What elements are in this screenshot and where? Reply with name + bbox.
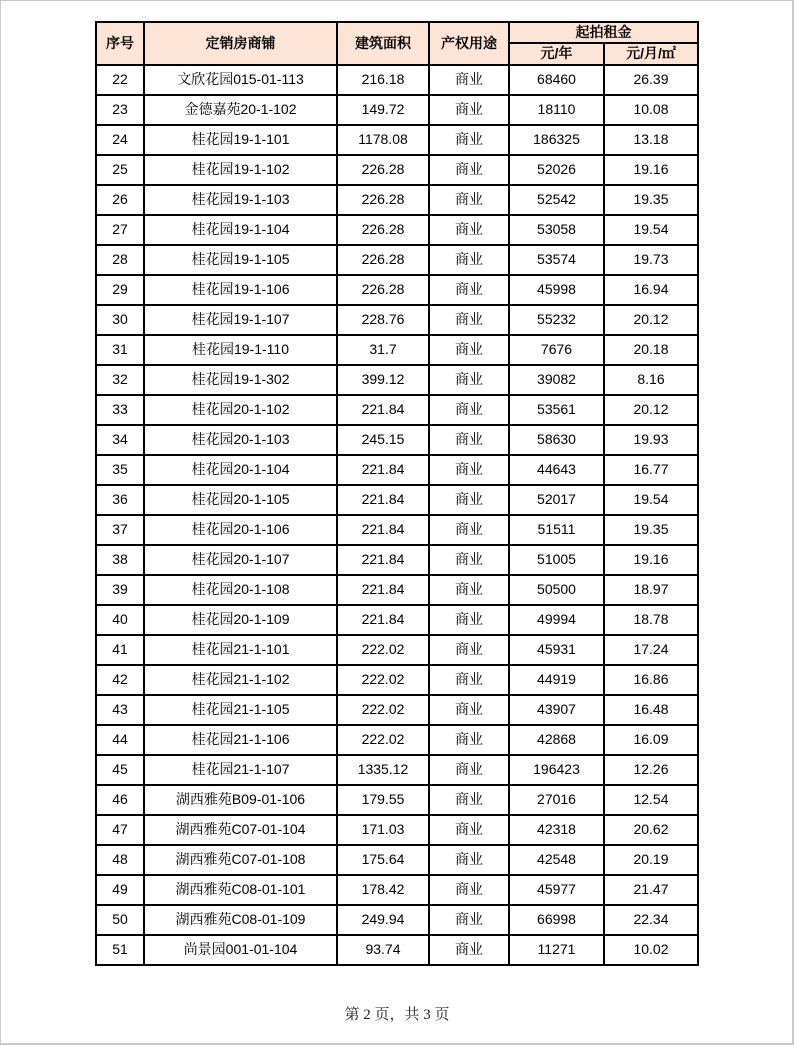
shop-name-cell: 桂花园19-1-101 xyxy=(144,125,337,155)
row-index-cell: 51 xyxy=(96,935,144,965)
rent-per-year-cell: 53574 xyxy=(509,245,604,275)
table-row xyxy=(96,305,698,335)
property-usage-cell: 商业 xyxy=(429,125,509,155)
shop-name-cell: 桂花园20-1-105 xyxy=(144,485,337,515)
shop-name-cell: 桂花园21-1-107 xyxy=(144,755,337,785)
row-index-cell: 27 xyxy=(96,215,144,245)
rent-per-year-cell: 52017 xyxy=(509,485,604,515)
table-row xyxy=(96,875,698,905)
rent-per-year-cell: 53058 xyxy=(509,215,604,245)
building-area-cell: 175.64 xyxy=(337,845,429,875)
shop-name-cell: 桂花园21-1-101 xyxy=(144,635,337,665)
rent-per-year-cell: 39082 xyxy=(509,365,604,395)
rent-per-month-sqm-cell: 19.54 xyxy=(604,215,698,245)
building-area-cell: 222.02 xyxy=(337,635,429,665)
column-header-usage: 产权用途 xyxy=(429,22,509,65)
rent-per-month-sqm-cell: 19.35 xyxy=(604,515,698,545)
table-row xyxy=(96,95,698,125)
rent-per-month-sqm-cell: 19.16 xyxy=(604,155,698,185)
table-row xyxy=(96,455,698,485)
rent-per-year-cell: 7676 xyxy=(509,335,604,365)
rent-per-month-sqm-cell: 19.35 xyxy=(604,185,698,215)
shop-name-cell: 桂花园19-1-110 xyxy=(144,335,337,365)
shop-name-cell: 湖西雅苑B09-01-106 xyxy=(144,785,337,815)
table-row xyxy=(96,65,698,95)
rent-per-month-sqm-cell: 18.97 xyxy=(604,575,698,605)
row-index-cell: 26 xyxy=(96,185,144,215)
building-area-cell: 222.02 xyxy=(337,695,429,725)
building-area-cell: 1335.12 xyxy=(337,755,429,785)
property-usage-cell: 商业 xyxy=(429,95,509,125)
rent-per-month-sqm-cell: 19.16 xyxy=(604,545,698,575)
building-area-cell: 221.84 xyxy=(337,545,429,575)
shop-name-cell: 桂花园19-1-107 xyxy=(144,305,337,335)
rent-per-month-sqm-cell: 20.12 xyxy=(604,395,698,425)
row-index-cell: 39 xyxy=(96,575,144,605)
rent-per-month-sqm-cell: 26.39 xyxy=(604,65,698,95)
building-area-cell: 221.84 xyxy=(337,515,429,545)
row-index-cell: 29 xyxy=(96,275,144,305)
rent-per-year-cell: 45931 xyxy=(509,635,604,665)
shop-name-cell: 湖西雅苑C08-01-109 xyxy=(144,905,337,935)
column-header-index: 序号 xyxy=(96,22,144,65)
table-row xyxy=(96,125,698,155)
table-row xyxy=(96,245,698,275)
shop-name-cell: 桂花园19-1-105 xyxy=(144,245,337,275)
shop-name-cell: 桂花园19-1-104 xyxy=(144,215,337,245)
building-area-cell: 221.84 xyxy=(337,575,429,605)
rent-per-year-cell: 52026 xyxy=(509,155,604,185)
table-row xyxy=(96,275,698,305)
shop-name-cell: 桂花园19-1-106 xyxy=(144,275,337,305)
building-area-cell: 226.28 xyxy=(337,245,429,275)
table-row xyxy=(96,575,698,605)
property-usage-cell: 商业 xyxy=(429,695,509,725)
building-area-cell: 216.18 xyxy=(337,65,429,95)
rent-per-year-cell: 55232 xyxy=(509,305,604,335)
rent-per-year-cell: 45977 xyxy=(509,875,604,905)
rent-listing-table xyxy=(95,21,699,966)
row-index-cell: 24 xyxy=(96,125,144,155)
rent-per-year-cell: 51511 xyxy=(509,515,604,545)
row-index-cell: 35 xyxy=(96,455,144,485)
rent-per-year-cell: 58630 xyxy=(509,425,604,455)
property-usage-cell: 商业 xyxy=(429,875,509,905)
rent-per-month-sqm-cell: 10.08 xyxy=(604,95,698,125)
shop-name-cell: 湖西雅苑C08-01-101 xyxy=(144,875,337,905)
rent-per-month-sqm-cell: 19.54 xyxy=(604,485,698,515)
column-header-shop: 定销房商铺 xyxy=(144,22,337,65)
shop-name-cell: 文欣花园015-01-113 xyxy=(144,65,337,95)
table-row xyxy=(96,905,698,935)
property-usage-cell: 商业 xyxy=(429,935,509,965)
table-row xyxy=(96,665,698,695)
table-row xyxy=(96,785,698,815)
property-usage-cell: 商业 xyxy=(429,845,509,875)
rent-per-year-cell: 51005 xyxy=(509,545,604,575)
rent-per-year-cell: 18110 xyxy=(509,95,604,125)
shop-name-cell: 湖西雅苑C07-01-108 xyxy=(144,845,337,875)
rent-per-year-cell: 42548 xyxy=(509,845,604,875)
building-area-cell: 221.84 xyxy=(337,605,429,635)
property-usage-cell: 商业 xyxy=(429,365,509,395)
rent-per-year-cell: 53561 xyxy=(509,395,604,425)
table-row xyxy=(96,395,698,425)
column-header-area: 建筑面积 xyxy=(337,22,429,65)
building-area-cell: 226.28 xyxy=(337,215,429,245)
shop-name-cell: 湖西雅苑C07-01-104 xyxy=(144,815,337,845)
rent-per-year-cell: 66998 xyxy=(509,905,604,935)
table-row xyxy=(96,515,698,545)
building-area-cell: 222.02 xyxy=(337,665,429,695)
property-usage-cell: 商业 xyxy=(429,605,509,635)
rent-per-month-sqm-cell: 12.26 xyxy=(604,755,698,785)
shop-name-cell: 桂花园19-1-103 xyxy=(144,185,337,215)
row-index-cell: 50 xyxy=(96,905,144,935)
rent-per-month-sqm-cell: 16.48 xyxy=(604,695,698,725)
rent-per-year-cell: 68460 xyxy=(509,65,604,95)
table-body xyxy=(96,65,698,965)
rent-per-month-sqm-cell: 16.86 xyxy=(604,665,698,695)
row-index-cell: 28 xyxy=(96,245,144,275)
building-area-cell: 226.28 xyxy=(337,155,429,185)
property-usage-cell: 商业 xyxy=(429,425,509,455)
building-area-cell: 93.74 xyxy=(337,935,429,965)
shop-name-cell: 桂花园21-1-102 xyxy=(144,665,337,695)
rent-per-year-cell: 49994 xyxy=(509,605,604,635)
rent-per-month-sqm-cell: 17.24 xyxy=(604,635,698,665)
property-usage-cell: 商业 xyxy=(429,575,509,605)
table-row xyxy=(96,755,698,785)
building-area-cell: 149.72 xyxy=(337,95,429,125)
shop-name-cell: 桂花园21-1-106 xyxy=(144,725,337,755)
table-row xyxy=(96,935,698,965)
shop-name-cell: 金德嘉苑20-1-102 xyxy=(144,95,337,125)
rent-per-month-sqm-cell: 12.54 xyxy=(604,785,698,815)
property-usage-cell: 商业 xyxy=(429,305,509,335)
property-usage-cell: 商业 xyxy=(429,275,509,305)
row-index-cell: 32 xyxy=(96,365,144,395)
rent-per-year-cell: 42868 xyxy=(509,725,604,755)
shop-name-cell: 桂花园19-1-102 xyxy=(144,155,337,185)
table-row xyxy=(96,155,698,185)
row-index-cell: 48 xyxy=(96,845,144,875)
building-area-cell: 222.02 xyxy=(337,725,429,755)
table-row xyxy=(96,185,698,215)
shop-name-cell: 桂花园20-1-103 xyxy=(144,425,337,455)
table-row xyxy=(96,335,698,365)
building-area-cell: 226.28 xyxy=(337,275,429,305)
row-index-cell: 38 xyxy=(96,545,144,575)
table-row xyxy=(96,365,698,395)
column-header-rent-group: 起拍租金 xyxy=(509,22,698,43)
property-usage-cell: 商业 xyxy=(429,635,509,665)
property-usage-cell: 商业 xyxy=(429,815,509,845)
rent-per-month-sqm-cell: 21.47 xyxy=(604,875,698,905)
table-row xyxy=(96,725,698,755)
property-usage-cell: 商业 xyxy=(429,185,509,215)
row-index-cell: 44 xyxy=(96,725,144,755)
building-area-cell: 399.12 xyxy=(337,365,429,395)
rent-per-month-sqm-cell: 19.93 xyxy=(604,425,698,455)
property-usage-cell: 商业 xyxy=(429,485,509,515)
property-usage-cell: 商业 xyxy=(429,395,509,425)
rent-per-year-cell: 44643 xyxy=(509,455,604,485)
rent-per-month-sqm-cell: 18.78 xyxy=(604,605,698,635)
building-area-cell: 178.42 xyxy=(337,875,429,905)
row-index-cell: 34 xyxy=(96,425,144,455)
rent-per-year-cell: 45998 xyxy=(509,275,604,305)
rent-per-month-sqm-cell: 20.18 xyxy=(604,335,698,365)
row-index-cell: 22 xyxy=(96,65,144,95)
table-row xyxy=(96,485,698,515)
row-index-cell: 49 xyxy=(96,875,144,905)
building-area-cell: 31.7 xyxy=(337,335,429,365)
rent-per-year-cell: 52542 xyxy=(509,185,604,215)
rent-per-month-sqm-cell: 8.16 xyxy=(604,365,698,395)
property-usage-cell: 商业 xyxy=(429,455,509,485)
row-index-cell: 36 xyxy=(96,485,144,515)
rent-per-month-sqm-cell: 19.73 xyxy=(604,245,698,275)
row-index-cell: 25 xyxy=(96,155,144,185)
row-index-cell: 30 xyxy=(96,305,144,335)
shop-name-cell: 尚景园001-01-104 xyxy=(144,935,337,965)
shop-name-cell: 桂花园20-1-108 xyxy=(144,575,337,605)
property-usage-cell: 商业 xyxy=(429,245,509,275)
rent-per-month-sqm-cell: 20.62 xyxy=(604,815,698,845)
building-area-cell: 226.28 xyxy=(337,185,429,215)
row-index-cell: 47 xyxy=(96,815,144,845)
building-area-cell: 221.84 xyxy=(337,455,429,485)
shop-name-cell: 桂花园21-1-105 xyxy=(144,695,337,725)
property-usage-cell: 商业 xyxy=(429,545,509,575)
row-index-cell: 33 xyxy=(96,395,144,425)
rent-per-month-sqm-cell: 20.12 xyxy=(604,305,698,335)
table-row xyxy=(96,845,698,875)
row-index-cell: 23 xyxy=(96,95,144,125)
property-usage-cell: 商业 xyxy=(429,905,509,935)
rent-per-year-cell: 43907 xyxy=(509,695,604,725)
building-area-cell: 245.15 xyxy=(337,425,429,455)
shop-name-cell: 桂花园19-1-302 xyxy=(144,365,337,395)
property-usage-cell: 商业 xyxy=(429,725,509,755)
shop-name-cell: 桂花园20-1-107 xyxy=(144,545,337,575)
shop-name-cell: 桂花园20-1-109 xyxy=(144,605,337,635)
building-area-cell: 221.84 xyxy=(337,395,429,425)
property-usage-cell: 商业 xyxy=(429,155,509,185)
property-usage-cell: 商业 xyxy=(429,515,509,545)
rent-per-year-cell: 27016 xyxy=(509,785,604,815)
column-header-rent-month-sqm: 元/月/㎡ xyxy=(604,43,698,65)
row-index-cell: 42 xyxy=(96,665,144,695)
rent-per-month-sqm-cell: 10.02 xyxy=(604,935,698,965)
row-index-cell: 46 xyxy=(96,785,144,815)
shop-name-cell: 桂花园20-1-102 xyxy=(144,395,337,425)
building-area-cell: 228.76 xyxy=(337,305,429,335)
table-row xyxy=(96,215,698,245)
table-row xyxy=(96,605,698,635)
rent-per-month-sqm-cell: 16.09 xyxy=(604,725,698,755)
table-row xyxy=(96,815,698,845)
shop-name-cell: 桂花园20-1-104 xyxy=(144,455,337,485)
rent-per-year-cell: 196423 xyxy=(509,755,604,785)
table-row xyxy=(96,635,698,665)
building-area-cell: 221.84 xyxy=(337,485,429,515)
building-area-cell: 1178.08 xyxy=(337,125,429,155)
shop-name-cell: 桂花园20-1-106 xyxy=(144,515,337,545)
table-header xyxy=(96,22,698,65)
property-usage-cell: 商业 xyxy=(429,785,509,815)
property-usage-cell: 商业 xyxy=(429,665,509,695)
property-usage-cell: 商业 xyxy=(429,65,509,95)
rent-per-year-cell: 44919 xyxy=(509,665,604,695)
table-row xyxy=(96,695,698,725)
row-index-cell: 43 xyxy=(96,695,144,725)
rent-per-year-cell: 11271 xyxy=(509,935,604,965)
row-index-cell: 45 xyxy=(96,755,144,785)
row-index-cell: 37 xyxy=(96,515,144,545)
rent-per-month-sqm-cell: 16.77 xyxy=(604,455,698,485)
row-index-cell: 41 xyxy=(96,635,144,665)
property-usage-cell: 商业 xyxy=(429,335,509,365)
table-row xyxy=(96,425,698,455)
property-usage-cell: 商业 xyxy=(429,215,509,245)
property-usage-cell: 商业 xyxy=(429,755,509,785)
row-index-cell: 40 xyxy=(96,605,144,635)
building-area-cell: 171.03 xyxy=(337,815,429,845)
rent-per-month-sqm-cell: 20.19 xyxy=(604,845,698,875)
rent-per-year-cell: 42318 xyxy=(509,815,604,845)
row-index-cell: 31 xyxy=(96,335,144,365)
rent-per-year-cell: 186325 xyxy=(509,125,604,155)
rent-per-month-sqm-cell: 22.34 xyxy=(604,905,698,935)
building-area-cell: 249.94 xyxy=(337,905,429,935)
column-header-rent-year: 元/年 xyxy=(509,43,604,65)
table-row xyxy=(96,545,698,575)
building-area-cell: 179.55 xyxy=(337,785,429,815)
rent-per-month-sqm-cell: 13.18 xyxy=(604,125,698,155)
rent-per-year-cell: 50500 xyxy=(509,575,604,605)
rent-per-month-sqm-cell: 16.94 xyxy=(604,275,698,305)
page-number-footer: 第 2 页，共 3 页 xyxy=(344,1007,450,1023)
